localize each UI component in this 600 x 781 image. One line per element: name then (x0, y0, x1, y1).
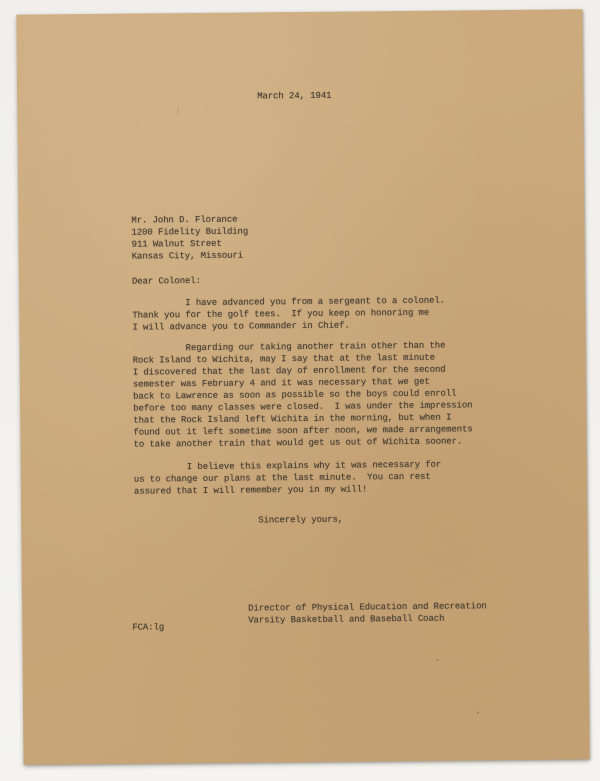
paper-speck (477, 711, 479, 713)
paper-speck (177, 108, 178, 114)
body-paragraph-2: Regarding our taking another train other than the Rock Island to Wichita, may I say that at the last minute I discovered that the last day of enrollment for the second semester was February 4 and it was necessary that we get back to Lawrence as soon as possible so the boys could enroll before too many classes were closed. I was under the impression that the Rock Island left Wichita in the morning, but when I found out it left sometime soon after noon, we made arrangements to take another train that would get us out of Wichita sooner. (132, 340, 473, 450)
recipient-address: Mr. John D. Florance 1200 Fidelity Building 911 Walnut Street Kansas City, Missouri (131, 214, 249, 262)
body-paragraph-1: I have advanced you from a sergeant to a colonel. Thank you for the golf tees. If you keep on honoring me I will advance you to Commander in Chief. (132, 295, 445, 333)
body-paragraph-3: I believe this explains why it was necessary for us to change our plans at the last minute. You can rest assured that I will remember you in my will! (133, 459, 442, 497)
letter-page (16, 9, 589, 764)
letter-date: March 24, 1941 (257, 90, 332, 102)
signature-title-block: Director of Physical Education and Recreation Varsity Basketball and Baseball Coach (248, 601, 487, 626)
typist-initials: FCA:lg (132, 622, 165, 633)
closing-line: Sincerely yours, (258, 514, 344, 526)
paper-speck (437, 659, 439, 661)
salutation: Dear Colonel: (131, 275, 201, 287)
